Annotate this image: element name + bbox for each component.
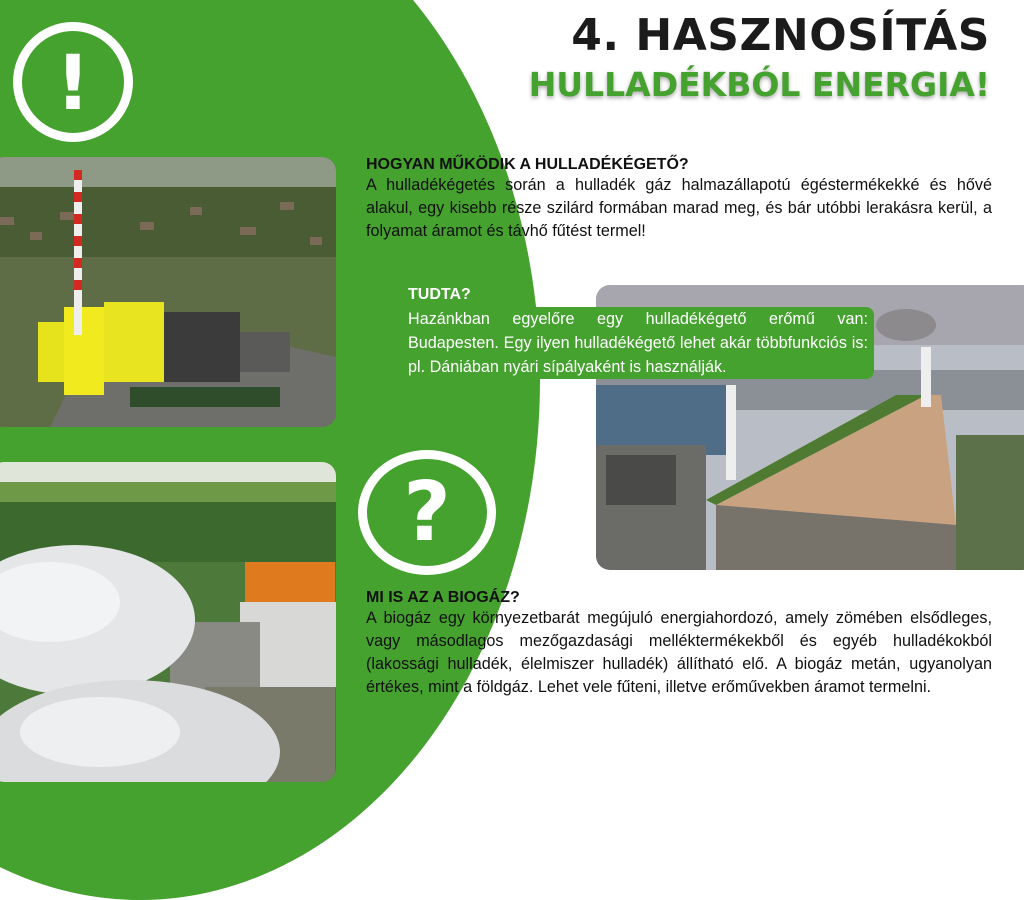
incinerator-section — [366, 156, 992, 243]
title-main: 4. HASZNOSÍTÁS — [571, 10, 990, 61]
question-circle-icon: ? — [358, 450, 496, 575]
fact-heading: TUDTA? — [400, 284, 481, 307]
fact-text: Hazánkban egyelőre egy hulladékégető erőmű van: Budapesten. Egy ilyen hulladékégető lehet akár többfunkciós is: pl. Dániában nyári sípályaként is használják. — [408, 310, 868, 376]
incinerator-heading: HOGYAN MŰKÖDIK A HULLADÉKÉGETŐ? — [366, 156, 689, 173]
exclamation-circle-icon: ! — [13, 22, 133, 142]
biogas-section — [366, 589, 992, 699]
biogas-heading: MI IS AZ A BIOGÁZ? — [366, 589, 520, 606]
incinerator-text: A hulladékégetés során a hulladék gáz halmazállapotú égéstermékekké és hővé alakul, egy kisebb része szilárd formában marad meg, és bár utóbbi lerakásra kerül, a folyamat áramot és távhő fűtést termel! — [366, 176, 992, 240]
biogas-text: A biogáz egy környezetbarát megújuló energiahordozó, amely zömében elsődleges, vagy másodlagos mezőgazdasági melléktermékekből és egyéb hulladékokból (lakossági hulladék, élelmiszer hulladék) állítható elő. A biogáz metán, ugyanolyan értékes, mint a földgáz. Lehet vele fűteni, illetve erőművekben áramot termelni. — [366, 609, 992, 696]
fact-box — [400, 307, 874, 379]
page-title — [528, 10, 990, 104]
incinerator-plant-photo — [0, 157, 336, 427]
biogas-plant-photo — [0, 462, 336, 782]
title-subtitle: HULLADÉKBÓL ENERGIA! — [528, 65, 990, 104]
